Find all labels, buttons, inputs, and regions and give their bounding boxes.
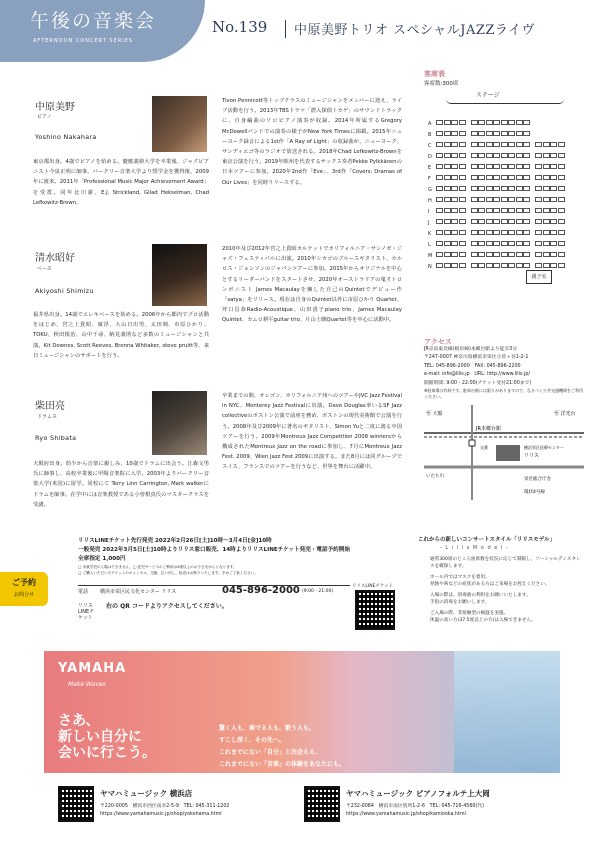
yamaha-logo: YAMAHA [58, 661, 127, 676]
seat-row [428, 253, 565, 270]
seat-row-label: L [428, 242, 431, 248]
notice-list [418, 556, 583, 624]
notice-title: これからの新しいコンサートスタイル「リリスモデル」 [418, 537, 555, 543]
seat [501, 263, 508, 268]
notice-item: 発熱や咳などの症状がある方はご来場をお控えください。 [430, 582, 550, 587]
seat-row [428, 165, 565, 182]
performer-en-name: Yoshino Nakahara [35, 133, 97, 141]
parent-child-room: 親子室 [526, 270, 552, 284]
seat-row-label: B [428, 132, 432, 138]
store-url[interactable]: https://www.yamahamusic.jp/shop/yokohama.html [100, 812, 222, 817]
performer-photo [152, 96, 207, 152]
map-label: いたち川 [426, 474, 444, 479]
access-email[interactable]: e-mail: info@lilis.jp URL: http://www.lilis.jp/ [424, 372, 530, 378]
ad-headline: さあ、 新しい自分に 会いに行こう。 [58, 713, 156, 761]
bio-continued: Tivon Pennicott等トップクラスのミュージシャンをメンバーに迎え、ライブ活動を行う。2013年TBSドラマ「潜入探偵トカゲ」のサウンドトラックに、自身編曲のソロピアノ演奏が収録。2014年所属するGregory McDowellバンドでの演奏の様子がNew York Timesに掲載。2015年ニューヨーク録音による1st作「A Ray of Light」の収録曲が、ニューヨーク、サンディエゴ等のラジオで放送される。2018年Chad Lefkowitz-Brownを東京公演を行う。2019年欧州を代表するサックス奏者Pekke Pylkkänenの日本ツアーに参加。2020年2nd作「Eve」、3rd作「Covers: Dramas of Our Lives」を同時リリースする。 [222, 98, 402, 186]
access-phone: TEL: 045-896-2000 FAX: 045-896-2200 [424, 363, 521, 369]
line-ticket-fineprint [106, 610, 346, 632]
phone-number[interactable]: 045-896-2000 [222, 585, 300, 596]
notice-item: 体温の高い方(37.5度以上の方)は入場できません。 [430, 618, 536, 623]
seat-row-label: I [428, 209, 430, 215]
ad-copy: 驚く人も、奏でる人も、歌う人も。 すこし深く、その先へ。 これまでにない「自分」と出会える、 これまでにない「音楽」の体験をあなたにも。 [219, 725, 346, 768]
seat-row [428, 121, 535, 138]
seat-row-label: M [428, 253, 433, 259]
seat [493, 263, 500, 268]
performer-bio: 福井県出身。14歳でエレキベースを始める。2006年から都内でプロ活動をはじめ、宮之上貴昭、廣浮、大山日出男、太田剣、市原ひかり、TOKU、秋田慎治、山中千尋、納見義則など多数のミュージシャンと共演。Kit Downes, Scott Reeves, Brenna Whitaker, steve pruitt等、来日ミュージシャンのサポートを行う。 [33, 312, 209, 359]
inquiry-label: お問合せ [13, 592, 34, 598]
notice-brand: - L i l i s M o d e l - [440, 545, 509, 551]
performer-name: 中原美野 [35, 102, 75, 113]
seat-row [428, 220, 565, 237]
notice-item: ホール内ではマスクを着用。 [430, 575, 490, 580]
seat-row-label: E [428, 165, 432, 171]
seat-row [428, 187, 565, 204]
seating-chart [426, 88, 584, 288]
performer-name: 清水昭好 [35, 253, 75, 264]
header-divider [285, 20, 286, 38]
series-title: 午後の音楽会 [30, 10, 157, 32]
seat-row-label: K [428, 231, 432, 237]
seat-row-label: A [428, 121, 432, 127]
seat-row-label: J [428, 220, 430, 226]
store-name: ヤマハミュージック 横浜店 [100, 789, 193, 798]
reserve-label: ご予約 [12, 578, 36, 587]
map-label: 至 大船 [426, 411, 443, 417]
access-label: アクセス [424, 338, 452, 346]
ticket-note: □ ご購入いただいたチケットのキャンセル、交換、払い戻し、転売はお断りいたします。予めご了承ください。 [78, 571, 258, 575]
ticket-presale: リリスLINEチケット先行発売 2022年2月26日[土]10時〜3月4日[金]10時 [78, 538, 272, 544]
performer-role: ドラムス [37, 414, 57, 420]
seat [471, 263, 478, 268]
access-hours: 開館時間: 9:00 - 22:00(チケット受付21:00まで) [424, 380, 532, 386]
performer-en-name: Akiyoshi Shimizu [35, 287, 94, 295]
line-qr-code[interactable] [355, 590, 395, 630]
reserve-badge [0, 572, 48, 606]
seat-row-label: N [428, 264, 432, 270]
seat-row-label: G [428, 187, 432, 193]
seat-row [428, 110, 535, 127]
stage-edge [446, 99, 564, 104]
seat [550, 263, 557, 268]
phone-venue: 横浜市栄区民文化センター リリス [100, 589, 177, 595]
yamaha-ad [44, 651, 560, 773]
seat [508, 263, 515, 268]
ticket-general-sale: 一般発売 2022年3月5日[土]10時よりリリス窓口販売、14時よりリリスLINEチケット発売・電話予約開始 [78, 547, 350, 553]
performer-en-name: Ryo Shibata [35, 434, 77, 442]
store-address: 〒220-0005 横浜市西区南幸2-5-9 TEL: 045-311-1202 [100, 804, 230, 809]
seating-capacity: 客席数:300席 [424, 81, 459, 87]
access-line: JR京浜東北線(根岸線)本郷台駅より徒歩3分 [424, 347, 518, 352]
performer-photo [152, 244, 207, 306]
issue-number: No.139 [212, 18, 268, 36]
seat [543, 263, 550, 268]
seat-row-label: F [428, 176, 431, 182]
seat-row [428, 198, 565, 215]
ticket-note: □ 未就学児の入場はできません。□ 託児サービスのご利用は5歳以上のお子さまからとなります。 [78, 565, 237, 569]
bio-continued: 卒業までの間、オレゴン、カリフォルニア州へのツアーやJVC Jazz Festival in NYC、Monterey Jazz Festivalに出演。Dave Douglas率いるSF Jazz collectiveのボストン公演で前座を務め、ボストンの現代美術館で公演を行う。2008年及び2009年に著名のギタリスト、Simon Yuと二度に渡る中国ツアーを行う。2009年Montreux Jazz Competition 2008 winnersから構成されたMontreux Jazz on the roadに参加し、7月にMontreux Jazz Fest. 2009、Wien Jazz Fest 2009に出演する。また8月には同グループでスイス、フランスでのツアーを行うなど、世界を舞台に活躍中。 [222, 393, 402, 471]
seat-row [428, 209, 565, 226]
ad-photo [454, 651, 560, 773]
seat-row-label: C [428, 143, 432, 149]
performer-photo [152, 391, 207, 455]
line-ticket-note: 右の QR コードよりアクセスしてください。 [106, 603, 228, 610]
event-title: 中原美野トリオ スペシャルJAZZライヴ [294, 23, 536, 38]
map-label: 環状4号線 [524, 490, 545, 495]
ticket-price: 全席指定 1,000円 [78, 556, 126, 562]
phone-hours: (9:00 - 21:00) [302, 589, 334, 594]
notice-item: ご入場の際、非接触型の検温を実施。 [430, 611, 509, 616]
seat [523, 263, 530, 268]
seat [444, 263, 451, 268]
seat-row-label: D [428, 154, 432, 160]
store-name: ヤマハミュージック ピアノフォルテ上大岡 [346, 789, 490, 798]
seat [486, 263, 493, 268]
access-info [424, 346, 584, 400]
seat-row [428, 242, 565, 259]
phone-label: 電話 [78, 589, 89, 595]
notice-item: 手指の消毒をお願いします。 [430, 600, 490, 605]
seat-row [428, 143, 565, 160]
performer-role: ピアノ [37, 114, 52, 120]
ticket-info [78, 537, 408, 576]
seat-row [428, 176, 565, 193]
store-url[interactable]: https://www.yamahamusic.jp/shop/kamiooka.html [346, 812, 466, 817]
seat-row [428, 132, 565, 149]
seat-row-label: H [428, 198, 432, 204]
series-subtitle: AFTERNOON CONCERT SERIES [33, 38, 134, 44]
seat-row [428, 154, 565, 171]
map-label: 交番 [480, 445, 488, 450]
seat-row [428, 231, 565, 248]
seat [436, 263, 443, 268]
map-label: 横浜栄区医療センター [524, 445, 564, 450]
store-qr-code[interactable] [58, 786, 94, 822]
access-parking-note: ※駐車場は有料です。駐車台数には限りがありますので、なるべく公共交通機関をご利用ください。 [424, 388, 583, 400]
stage-label: ステージ [476, 92, 500, 99]
store-qr-code[interactable] [304, 786, 340, 822]
divider [78, 585, 350, 586]
line-qr-caption: リリスLINEチケット [352, 584, 394, 589]
seat [451, 263, 458, 268]
seat [459, 263, 466, 268]
performer-role: ベース [37, 266, 52, 272]
notice-item: 入場の際は、消毒液の利用をお願いいたします。 [430, 593, 531, 598]
performer-bio: 大阪府出身。幼少から音楽に親しみ、10歳でドラムに出会う。江森文男氏に師事し、高校卒業後に甲陽音楽院に入学。2003年よりバークリー音楽大学(米国)に留学。同校にて Terry Linn Carrington, Mark walkerにドラムを師事。在学中には音楽教授である小曽根真氏のマスタークラスを受講。 [33, 461, 209, 508]
map-label: 至 洋光台 [554, 411, 576, 417]
seat [558, 263, 565, 268]
map-label: JR本郷台駅 [476, 426, 501, 432]
map-label: リリス [524, 453, 539, 459]
performer-bio: 東京都出身。4歳でピアノを始める。慶應義塾大学を卒業後、ジャズピアニスト今泉正明に師事。バークリー音楽大学より奨学金を獲得後、2009年に渡米。2011年「Professional Music Major Achievement Award」を受賞。同年北川潔、E.J. Strickland, Gilad Hekselman, Chad Lefkowitz-Brown, [33, 159, 209, 206]
seating-label: 客席表 [424, 70, 445, 78]
seat [516, 263, 523, 268]
notice-item: 通常300席のところ座席数を状況に応じて制限し、ソーシャルディスタンスを確保します。 [430, 557, 581, 569]
yamaha-tagline: Make Waves [68, 681, 106, 688]
bio-continued: 2010年及び2012年宮之上貴昭カルテットでカリフォルニア・サンノゼ・ジャズ・フェスティバルに出演。2010年シカゴのブルースギタリスト、カルロス・ジョンソンのジャパンツアーに参加。2015年からオリジナルを中心とするリーダーバンドをスタートさせ、2020年オーストラリアの鬼才トロンボニスト James Macaulayを擁した自己のQuintetでデビュー作「satya」をリリース。現在は自身のQuintet以外に市原ひかり Quartet、坪口昌恭Radio-Acoustique、山田貴子piano trio、James Macaulay Quintet、カムロ耕平guitar trio、片山士駿Quartet等を中心に活動中。 [222, 246, 402, 324]
line-ticket-label: リリスLINEチケット [78, 603, 95, 621]
access-address: 〒247-0007 神奈川県横浜市栄区小菅ヶ谷1-2-1 [424, 355, 529, 361]
map-label: 栄区総合庁舎 [524, 477, 551, 482]
performer-name: 柴田亮 [35, 401, 65, 412]
seat [535, 263, 542, 268]
store-address: 〒232-0084 横浜市南区別所1-2-6 TEL: 045-716-4560(代) [346, 804, 484, 809]
seat [478, 263, 485, 268]
access-map [424, 405, 584, 500]
